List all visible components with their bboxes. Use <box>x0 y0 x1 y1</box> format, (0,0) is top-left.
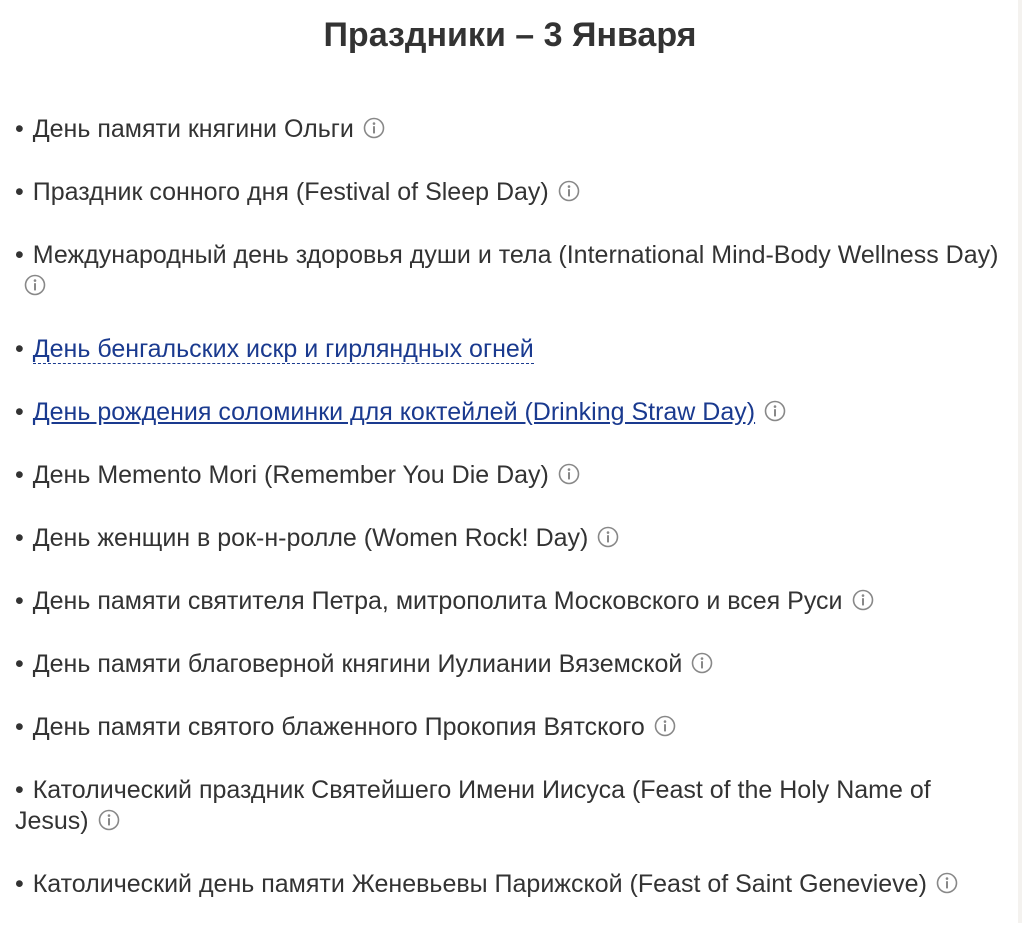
holiday-text: День памяти благоверной княгини Иулиании Вяземской <box>32 650 683 678</box>
holiday-item <box>15 114 1005 145</box>
bullet: • <box>15 870 24 898</box>
bullet: • <box>15 335 24 363</box>
bullet: • <box>15 524 24 552</box>
holiday-item <box>15 397 1005 428</box>
holiday-text: День памяти святителя Петра, митрополита Московского и всея Руси <box>32 587 843 615</box>
holiday-item <box>15 775 1005 837</box>
bullet: • <box>15 398 24 426</box>
bullet: • <box>15 713 24 741</box>
info-icon[interactable] <box>363 117 385 139</box>
holidays-page <box>15 0 1005 898</box>
holiday-text: День женщин в рок-н-ролле (Women Rock! Day) <box>32 524 589 552</box>
bullet: • <box>15 776 24 804</box>
page-title: Праздники – 3 Января <box>323 16 697 54</box>
info-icon[interactable] <box>691 652 713 674</box>
bullet: • <box>15 461 24 489</box>
info-icon[interactable] <box>558 463 580 485</box>
holiday-item <box>15 334 1005 365</box>
holiday-text: День Memento Mori (Remember You Die Day) <box>32 461 549 489</box>
holiday-link[interactable]: День бенгальских искр и гирляндных огней <box>32 335 534 363</box>
holiday-item <box>15 177 1005 208</box>
holiday-text: Праздник сонного дня (Festival of Sleep Day) <box>32 178 549 206</box>
bullet: • <box>15 650 24 678</box>
holiday-item <box>15 649 1005 680</box>
holiday-item <box>15 240 1005 302</box>
info-icon[interactable] <box>597 526 619 548</box>
bullet: • <box>15 241 24 269</box>
holiday-item <box>15 460 1005 491</box>
holiday-text: Католический праздник Святейшего Имени Иисуса (Feast of the Holy Name of Jesus) <box>15 776 931 835</box>
info-icon[interactable] <box>764 400 786 422</box>
info-icon[interactable] <box>24 274 46 296</box>
page-edge-strip <box>1018 0 1022 923</box>
holiday-link[interactable]: День рождения соломинки для коктейлей (Drinking Straw Day) <box>32 398 756 426</box>
holiday-text: День памяти княгини Ольги <box>32 115 354 143</box>
holiday-text: Международный день здоровья души и тела (International Mind-Body Wellness Day) <box>32 241 999 269</box>
bullet: • <box>15 115 24 143</box>
holiday-text: Католический день памяти Женевьевы Парижской (Feast of Saint Genevieve) <box>32 870 927 898</box>
holiday-item <box>15 712 1005 743</box>
info-icon[interactable] <box>852 589 874 611</box>
info-icon[interactable] <box>98 809 120 831</box>
holiday-item <box>15 586 1005 617</box>
holiday-item <box>15 869 1005 900</box>
bullet: • <box>15 587 24 615</box>
holiday-item <box>15 523 1005 554</box>
info-icon[interactable] <box>936 872 958 894</box>
bullet: • <box>15 178 24 206</box>
holiday-text: День памяти святого блаженного Прокопия Вятского <box>32 713 645 741</box>
holiday-list <box>15 114 1005 932</box>
info-icon[interactable] <box>558 180 580 202</box>
info-icon[interactable] <box>654 715 676 737</box>
